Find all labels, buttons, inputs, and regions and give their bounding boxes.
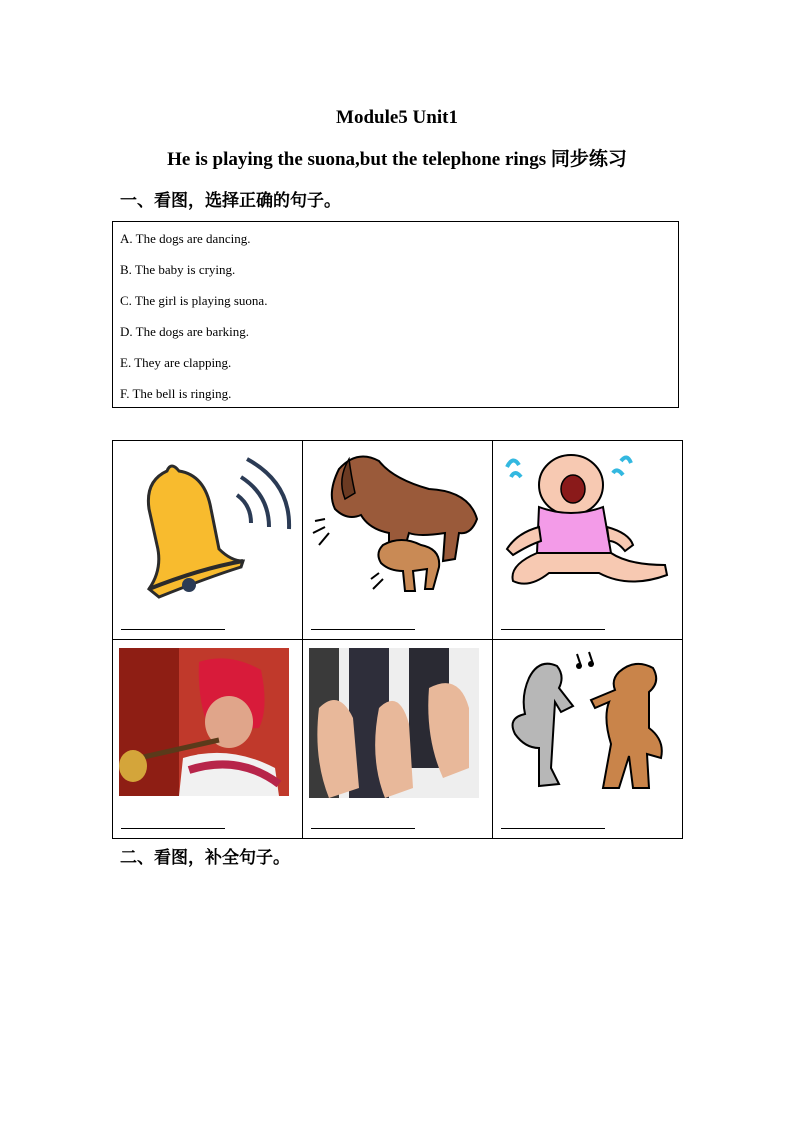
picture-cell-2	[303, 441, 493, 640]
answer-line-4[interactable]	[121, 828, 225, 829]
page-title: Module5 Unit1	[336, 107, 458, 128]
picture-grid	[112, 440, 683, 839]
picture-cell-3	[493, 441, 683, 640]
dogs-dancing-icon	[499, 648, 675, 798]
option-f: F. The bell is ringing.	[120, 386, 232, 401]
answer-line-2[interactable]	[311, 629, 415, 630]
options-box	[112, 221, 679, 408]
picture-cell-6	[493, 640, 683, 839]
picture-cell-5	[303, 640, 493, 839]
section-2-heading: 二、看图，补全句子。	[120, 848, 290, 867]
answer-line-5[interactable]	[311, 828, 415, 829]
picture-cell-4	[113, 640, 303, 839]
girl-playing-suona-photo	[119, 648, 295, 798]
option-a: A. The dogs are dancing.	[120, 231, 251, 246]
page-subtitle: He is playing the suona,but the telephone rings 同步练习	[167, 149, 627, 170]
section-1-heading: 一、看图，选择正确的句子。	[120, 191, 341, 210]
option-c: C. The girl is playing suona.	[120, 293, 268, 308]
answer-line-3[interactable]	[501, 629, 605, 630]
dogs-barking-icon	[309, 449, 485, 599]
answer-line-1[interactable]	[121, 629, 225, 630]
option-e: E. They are clapping.	[120, 355, 232, 370]
baby-crying-icon	[499, 449, 675, 599]
answer-line-6[interactable]	[501, 828, 605, 829]
bell-ringing-icon	[119, 449, 295, 599]
option-b: B. The baby is crying.	[120, 262, 236, 277]
clapping-hands-photo	[309, 648, 485, 798]
option-d: D. The dogs are barking.	[120, 324, 250, 339]
picture-cell-1	[113, 441, 303, 640]
